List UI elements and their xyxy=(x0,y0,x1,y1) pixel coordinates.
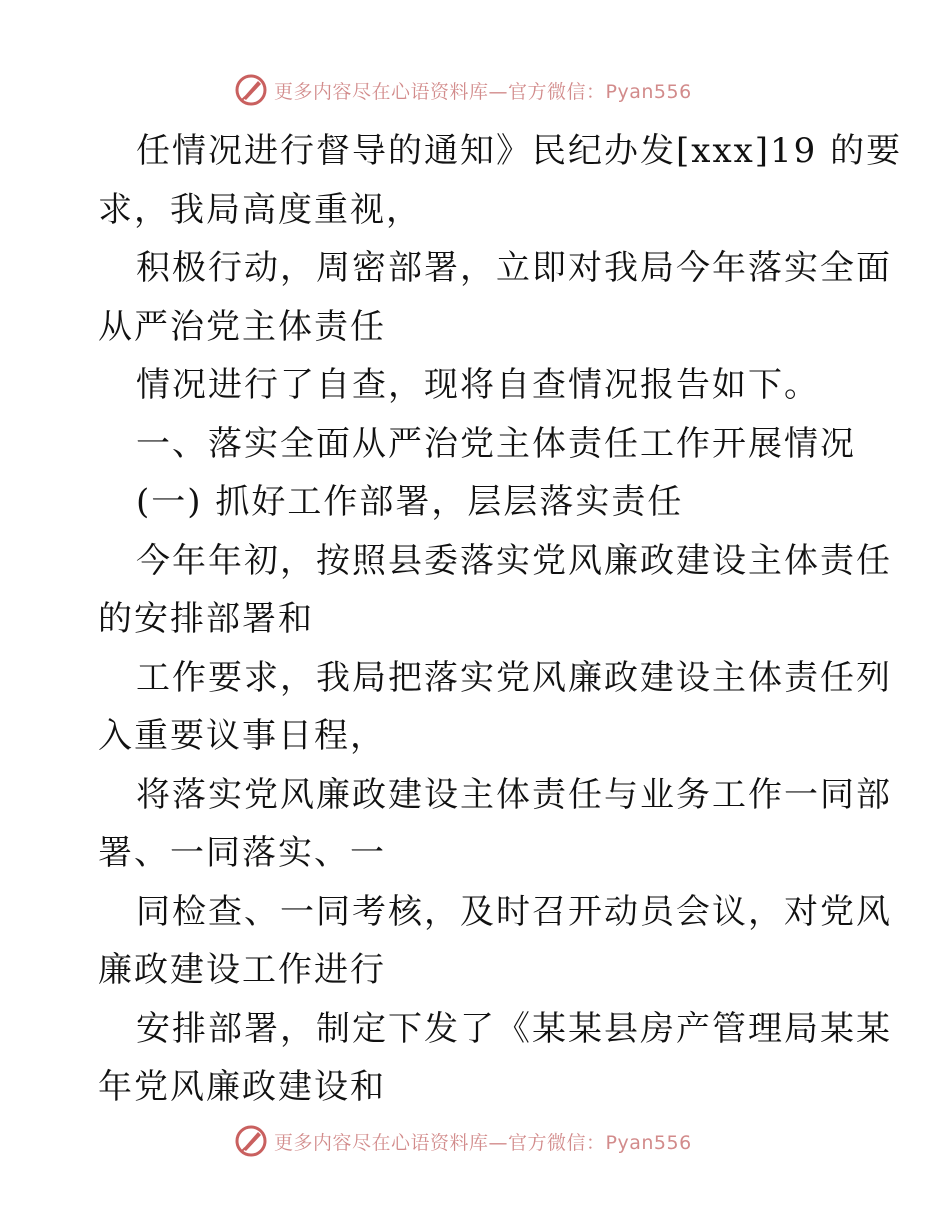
watermark-text: 更多内容尽在心语资料库—官方微信：Pyan556 xyxy=(274,80,692,103)
text-line: 的安排部署和 xyxy=(98,599,314,639)
text-line: 安排部署，制定下发了《某某县房产管理局某某 xyxy=(136,1008,892,1049)
text-line: 将落实党风廉政建设主体责任与业务工作一同部 xyxy=(136,774,892,815)
section-heading: 一、落实全面从严治党主体责任工作开展情况 xyxy=(136,423,856,464)
text-line: 廉政建设工作进行 xyxy=(98,950,386,990)
text-line: 任情况进行督导的通知》民纪办发[xxx]19 的要 xyxy=(136,131,903,171)
footer-watermark xyxy=(234,1123,692,1159)
text-line: 从严治党主体责任 xyxy=(98,306,386,347)
text-line: 署、一同落实、一 xyxy=(98,833,386,873)
subsection-heading: (一) 抓好工作部署，层层落实责任 xyxy=(136,482,684,522)
quill-logo-icon xyxy=(234,73,268,107)
text-line: 同检查、一同考核，及时召开动员会议，对党风 xyxy=(136,891,892,932)
text-line: 积极行动，周密部署，立即对我局今年落实全面 xyxy=(136,248,892,288)
header-watermark xyxy=(234,72,692,108)
document-body xyxy=(98,122,903,1117)
text-line: 工作要求，我局把落实党风廉政建设主体责任列 xyxy=(136,657,892,698)
text-line: 情况进行了自查，现将自查情况报告如下。 xyxy=(136,365,820,405)
text-line: 求，我局高度重视， xyxy=(98,189,422,230)
quill-logo-icon xyxy=(234,1124,268,1158)
text-line: 入重要议事日程， xyxy=(98,716,386,756)
text-line: 今年年初，按照县委落实党风廉政建设主体责任 xyxy=(136,540,892,581)
watermark-text: 更多内容尽在心语资料库—官方微信：Pyan556 xyxy=(274,1131,692,1154)
text-line: 年党风廉政建设和 xyxy=(98,1067,386,1107)
